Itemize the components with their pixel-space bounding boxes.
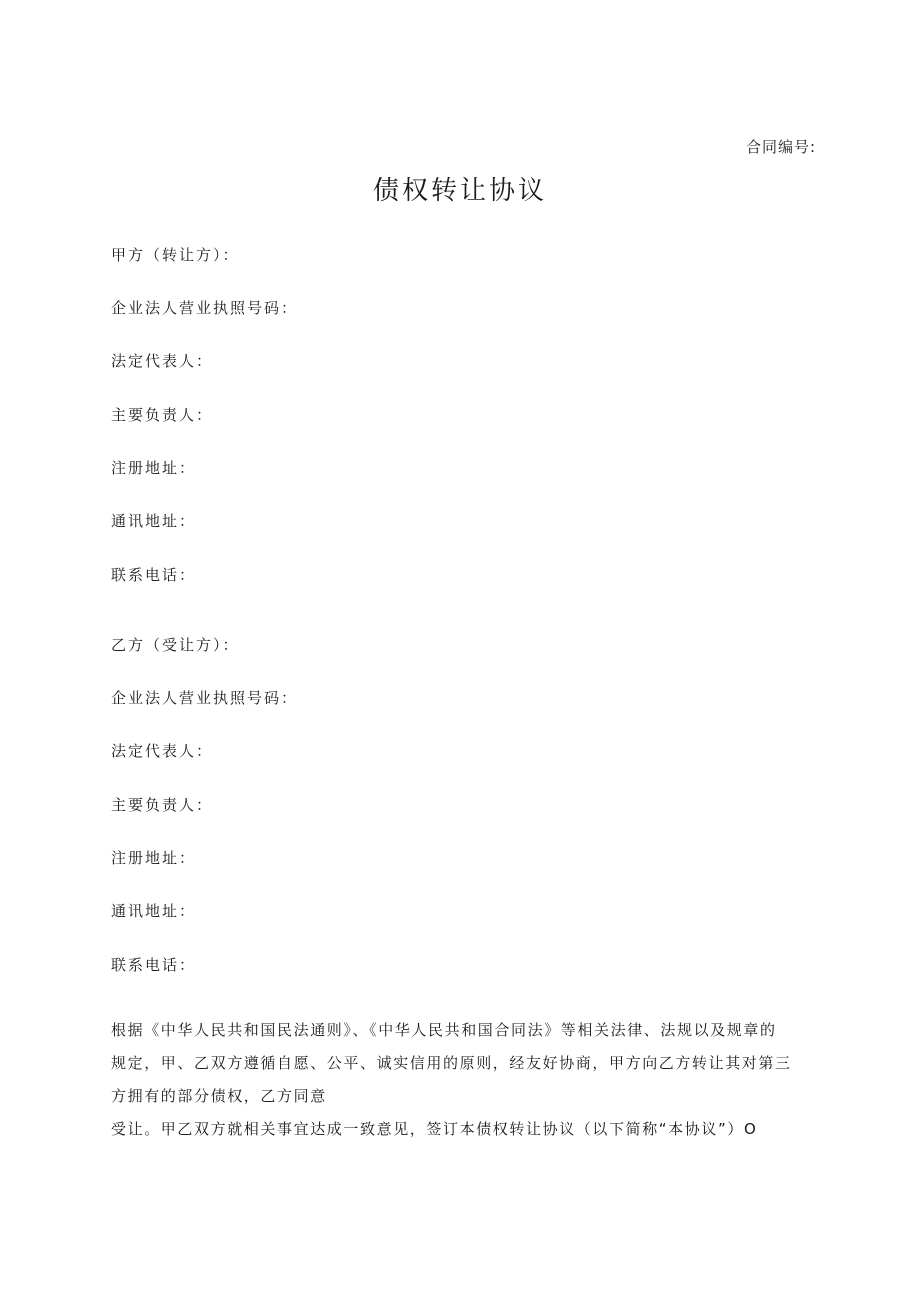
party-a-principal-field: 主要负责人： — [111, 406, 214, 424]
preamble-line: 方拥有的部分债权，乙方同意 — [111, 1087, 327, 1105]
party-b-license-number-field: 企业法人营业执照号码： — [111, 689, 299, 707]
contract-number-label: 合同编号: — [745, 138, 816, 156]
party-a-heading: 甲方（转让方）： — [111, 246, 240, 264]
party-b-phone-field: 联系电话： — [111, 956, 197, 974]
party-a-phone-field: 联系电话： — [111, 566, 197, 584]
preamble-line: 受让。甲乙双方就相关事宜达成一致意见，签订本债权转让协议（以下简称“本协议”）O — [111, 1120, 758, 1138]
preamble-paragraph — [111, 1014, 811, 1146]
party-b-legal-representative-field: 法定代表人： — [111, 742, 214, 760]
party-b-registered-address-field: 注册地址： — [111, 849, 197, 867]
document-title: 债权转让协议 — [372, 176, 547, 206]
preamble-line: 规定，甲、乙双方遵循自愿、公平、诚实信用的原则，经友好协商，甲方向乙方转让其对第三 — [111, 1054, 792, 1072]
party-a-legal-representative-field: 法定代表人： — [111, 352, 214, 370]
party-b-principal-field: 主要负责人： — [111, 796, 214, 814]
party-a-license-number-field: 企业法人营业执照号码： — [111, 299, 299, 317]
party-b-mailing-address-field: 通讯地址： — [111, 902, 197, 920]
party-a-registered-address-field: 注册地址： — [111, 459, 197, 477]
party-b-heading: 乙方（受让方）： — [111, 636, 240, 654]
preamble-line: 根据《中华人民共和国民法通则》、《中华人民共和国合同法》等相关法律、法规以及规章的 — [111, 1021, 777, 1039]
party-a-mailing-address-field: 通讯地址： — [111, 512, 197, 530]
